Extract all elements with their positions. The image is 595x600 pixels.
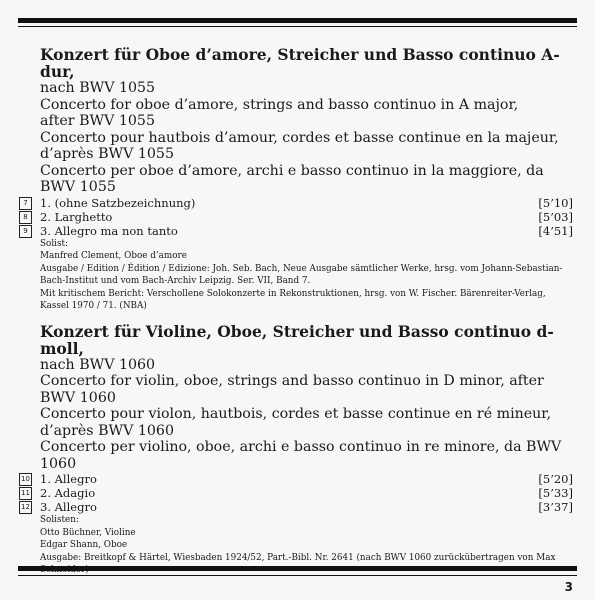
edition-note: Mit kritischem Bericht: Verschollene Solokonzerte in Rekonstruktionen, hrsg. von W. Fischer. Bärenreiter-Verlag, Kassel 1970 / 71. (NBA): [40, 288, 546, 311]
track-duration: [3’37]: [538, 500, 573, 514]
track-number: 10: [19, 473, 32, 486]
track-title: 1. (ohne Satzbezeichnung): [40, 195, 196, 210]
bottom-rule: [18, 566, 577, 571]
track-duration: [4’51]: [538, 223, 573, 238]
track-title: 3. Allegro: [40, 500, 97, 514]
alt-title: Concerto per oboe d’amore, archi e basso continuo in la maggiore, da BWV 1055: [40, 162, 544, 195]
page-number: 3: [564, 580, 573, 594]
top-rule-thin: [18, 26, 577, 27]
track-title: 3. Allegro ma non tanto: [40, 223, 178, 238]
soloists-label: Solisten:: [40, 515, 79, 525]
section-title: Konzert für Oboe d’amore, Streicher und Basso continuo A-dur,: [40, 45, 560, 81]
top-rule: [18, 18, 577, 23]
track-duration: [5’10]: [538, 195, 573, 210]
alt-title: Concerto for violin, oboe, strings and basso continuo in D minor, after BWV 1060: [40, 373, 544, 406]
soloist-name: Manfred Clement, Oboe d’amore: [40, 251, 187, 261]
track-row: [23, 209, 573, 224]
section-title: Konzert für Violine, Oboe, Streicher und Basso continuo d-moll,: [40, 321, 554, 358]
alt-title: after BWV 1055: [40, 113, 155, 129]
alt-title: Concerto pour violon, hautbois, cordes et basse continue en ré mineur,: [40, 406, 552, 422]
soloist-label: Solist:: [40, 238, 68, 249]
concerto-section-1: [23, 45, 573, 313]
section-subtitle: nach BWV 1055: [40, 80, 156, 96]
edition-note: Ausgabe: Breitkopf & Härtel, Wiesbaden 1924/52, Part.-Bibl. Nr. 2641 (nach BWV 1060 zurückübertragen von Max: [40, 552, 556, 563]
track-number: 12: [19, 501, 32, 514]
track-row: [23, 223, 573, 238]
alt-title: d’après BWV 1055: [40, 146, 174, 162]
soloist-name: Edgar Shann, Oboe: [40, 540, 128, 550]
alt-title: Concerto per violino, oboe, archi e basso continuo in re minore, da BWV 1060: [40, 439, 562, 472]
bottom-rule-thin: [18, 575, 577, 576]
track-number: 8: [19, 211, 32, 224]
track-number: 7: [19, 197, 32, 210]
edition-note: Ausgabe / Edition / Édition / Edizione: Joh. Seb. Bach, Neue Ausgabe sämtlicher Werke, hrsg. vom Johann-Sebastian-Bach-Institut und vom Bach-Archiv Leipzig. Ser. VII, Band 7.: [40, 263, 563, 286]
track-duration: [5’03]: [538, 209, 573, 224]
alt-title: Concerto pour hautbois d’amour, cordes et basse continue en la majeur,: [40, 129, 559, 146]
track-duration: [5’33]: [538, 486, 573, 500]
track-number: 9: [19, 225, 32, 238]
track-row: [21, 472, 573, 486]
track-title: 1. Allegro: [40, 472, 97, 486]
track-title: 2. Adagio: [40, 486, 96, 500]
booklet-content: [21, 45, 573, 587]
alt-title: Concerto for oboe d’amore, strings and basso continuo in A major,: [40, 96, 519, 113]
concerto-section-2: [21, 321, 573, 577]
track-number: 11: [19, 487, 32, 500]
track-duration: [5’20]: [538, 472, 573, 486]
track-row: [21, 486, 573, 500]
track-row: [23, 195, 573, 210]
alt-title: d’après BWV 1060: [40, 422, 174, 439]
track-row: [21, 500, 573, 514]
track-title: 2. Larghetto: [40, 209, 113, 224]
soloist-name: Otto Büchner, Violine: [40, 527, 136, 538]
section-subtitle: nach BWV 1060: [40, 356, 156, 373]
